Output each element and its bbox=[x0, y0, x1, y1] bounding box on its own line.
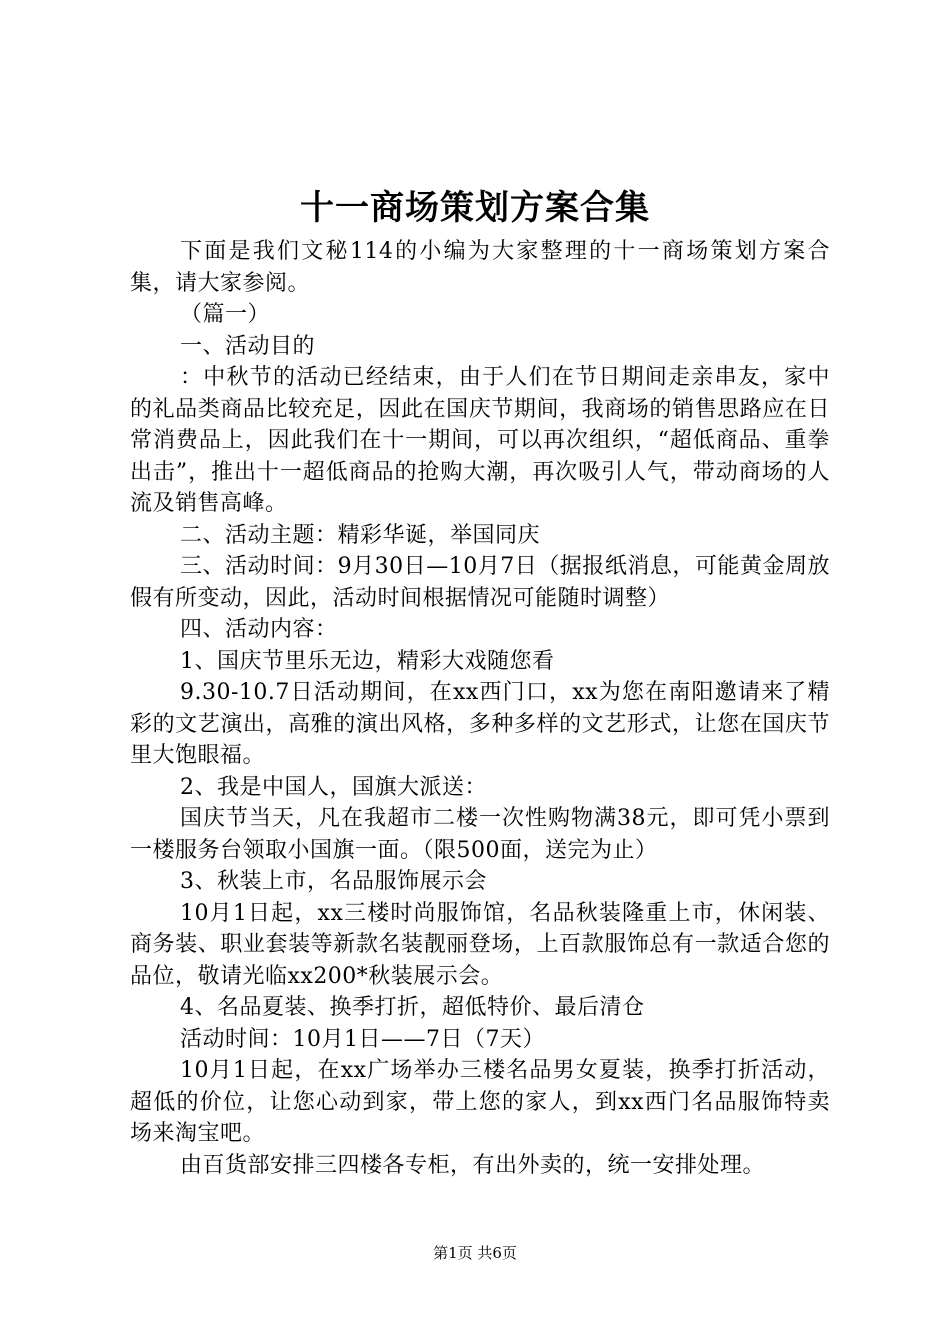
paragraph-arrangement: 由百货部安排三四楼各专柜，有出外卖的，统一安排处理。 bbox=[180, 1152, 766, 1178]
item-4-time: 活动时间：10月1日——7日（7天） bbox=[180, 1026, 545, 1052]
item-1-text: 9.30-10.7日活动期间，在xx西门口，xx为您在南阳邀请来了精彩的文艺演出，高雅的演出风格，多种多样的文艺形式，让您在国庆节里大饱眼福。 bbox=[130, 680, 830, 768]
item-3-heading: 3、秋装上市，名品服饰展示会 bbox=[180, 869, 487, 894]
item-1-heading: 1、国庆节里乐无边，精彩大戏随您看 bbox=[180, 648, 555, 674]
item-4-heading: 4、名品夏装、换季打折，超低特价、最后清仓 bbox=[180, 995, 645, 1020]
heading-content: 四、活动内容： bbox=[180, 617, 338, 642]
item-4-text: 10月1日起，在xx广场举办三楼名品男女夏装，换季打折活动，超低的价位，让您心动到家，带上您的家人，到xx西门名品服饰特卖场来淘宝吧。 bbox=[130, 1058, 830, 1146]
item-2-text: 国庆节当天，凡在我超市二楼一次性购物满38元，即可凭小票到一楼服务台领取小国旗一面。（限500面，送完为止） bbox=[130, 806, 830, 863]
heading-purpose: 一、活动目的 bbox=[180, 333, 316, 359]
paragraph-section-label: （篇一） bbox=[180, 302, 271, 327]
item-2-heading: 2、我是中国人，国旗大派送： bbox=[180, 774, 487, 800]
page-number-footer: 第1页 共6页 bbox=[433, 1244, 517, 1262]
heading-theme: 二、活动主题：精彩华诞，举国同庆 bbox=[180, 522, 541, 548]
document-body bbox=[130, 236, 830, 1181]
paragraph-intro: 下面是我们文秘114的小编为大家整理的十一商场策划方案合集，请大家参阅。 bbox=[130, 239, 830, 296]
document-title: 十一商场策划方案合集 bbox=[300, 188, 650, 228]
paragraph-time: 三、活动时间：9月30日—10月7日（据报纸消息，可能黄金周放假有所变动，因此，活动时间根据情况可能随时调整） bbox=[130, 554, 830, 611]
paragraph-purpose: ：中秋节的活动已经结束，由于人们在节日期间走亲串友，家中的礼品类商品比较充足，因此在国庆节期间，我商场的销售思路应在日常消费品上，因此我们在十一期间，可以再次组织，“超低商品、重拳出击”，推出十一超低商品的抢购大潮，再次吸引人气，带动商场的人流及销售高峰。 bbox=[130, 365, 830, 516]
item-3-text: 10月1日起，xx三楼时尚服饰馆，名品秋装隆重上市，休闲装、商务装、职业套装等新款名装靓丽登场，上百款服饰总有一款适合您的品位，敬请光临xx200*秋装展示会。 bbox=[130, 900, 830, 989]
